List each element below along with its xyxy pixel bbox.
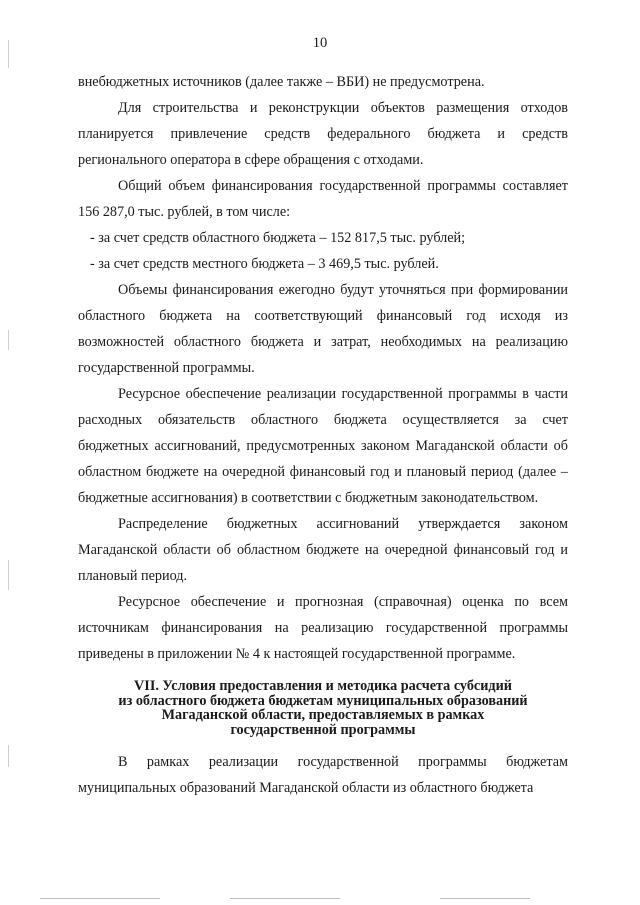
page-number: 10 <box>312 35 328 51</box>
paragraph-funding-clarification: Объемы финансирования ежегодно будут уточняться при формировании областного бюджета на соответствующий финансовый год исходя из возможностей областного бюджета и затрат, необходимых на реализацию государственной программы. <box>78 282 568 376</box>
section-heading-line: Магаданской области, предоставляемых в рамках <box>161 707 485 723</box>
section-heading-line: из областного бюджета бюджетам муниципальных образований <box>118 692 528 709</box>
scan-margin-mark <box>8 745 9 767</box>
scan-margin-mark <box>8 330 9 350</box>
paragraph-subsidies: В рамках реализации государственной программы бюджетам муниципальных образований Магаданской области из областного бюджета <box>78 754 568 796</box>
section-heading-line: государственной программы <box>230 721 416 738</box>
scan-bottom-rule <box>230 898 340 899</box>
paragraph-continuation: внебюджетных источников (далее также – ВБИ) не предусмотрена. <box>78 74 485 90</box>
paragraph-appendix-reference: Ресурсное обеспечение и прогнозная (справочная) оценка по всем источникам финансирования на реализацию государственной программы приведены в приложении № 4 к настоящей государственной программе. <box>78 594 568 662</box>
scan-bottom-rule <box>40 898 160 899</box>
list-item-local-budget: - за счет средств местного бюджета – 3 469,5 тыс. рублей. <box>90 256 439 272</box>
list-item-regional-budget: - за счет средств областного бюджета – 152 817,5 тыс. рублей; <box>90 230 466 246</box>
document-body <box>78 69 568 801</box>
paragraph-resource-provision: Ресурсное обеспечение реализации государственной программы в части расходных обязательств областного бюджета осуществляется за счет бюджетных ассигнований, предусмотренных законом Магаданской области об областном бюджете на очередной финансовый год и плановый период (далее – бюджетные ассигнования) в соответствии с бюджетным законодательством. <box>78 386 568 506</box>
section-heading-line: VII. Условия предоставления и методика расчета субсидий <box>134 678 512 694</box>
paragraph-construction-funding: Для строительства и реконструкции объектов размещения отходов планируется привлечение средств федерального бюджета и средств регионального оператора в сфере обращения с отходами. <box>78 100 568 168</box>
paragraph-allocation: Распределение бюджетных ассигнований утверждается законом Магаданской области об областном бюджете на очередной финансовый год и плановый период. <box>78 516 568 584</box>
scan-bottom-rule <box>440 898 530 899</box>
section-heading <box>78 679 568 737</box>
scan-margin-mark <box>8 560 9 590</box>
paragraph-total-funding: Общий объем финансирования государственной программы составляет 156 287,0 тыс. рублей, в том числе: <box>78 178 568 220</box>
